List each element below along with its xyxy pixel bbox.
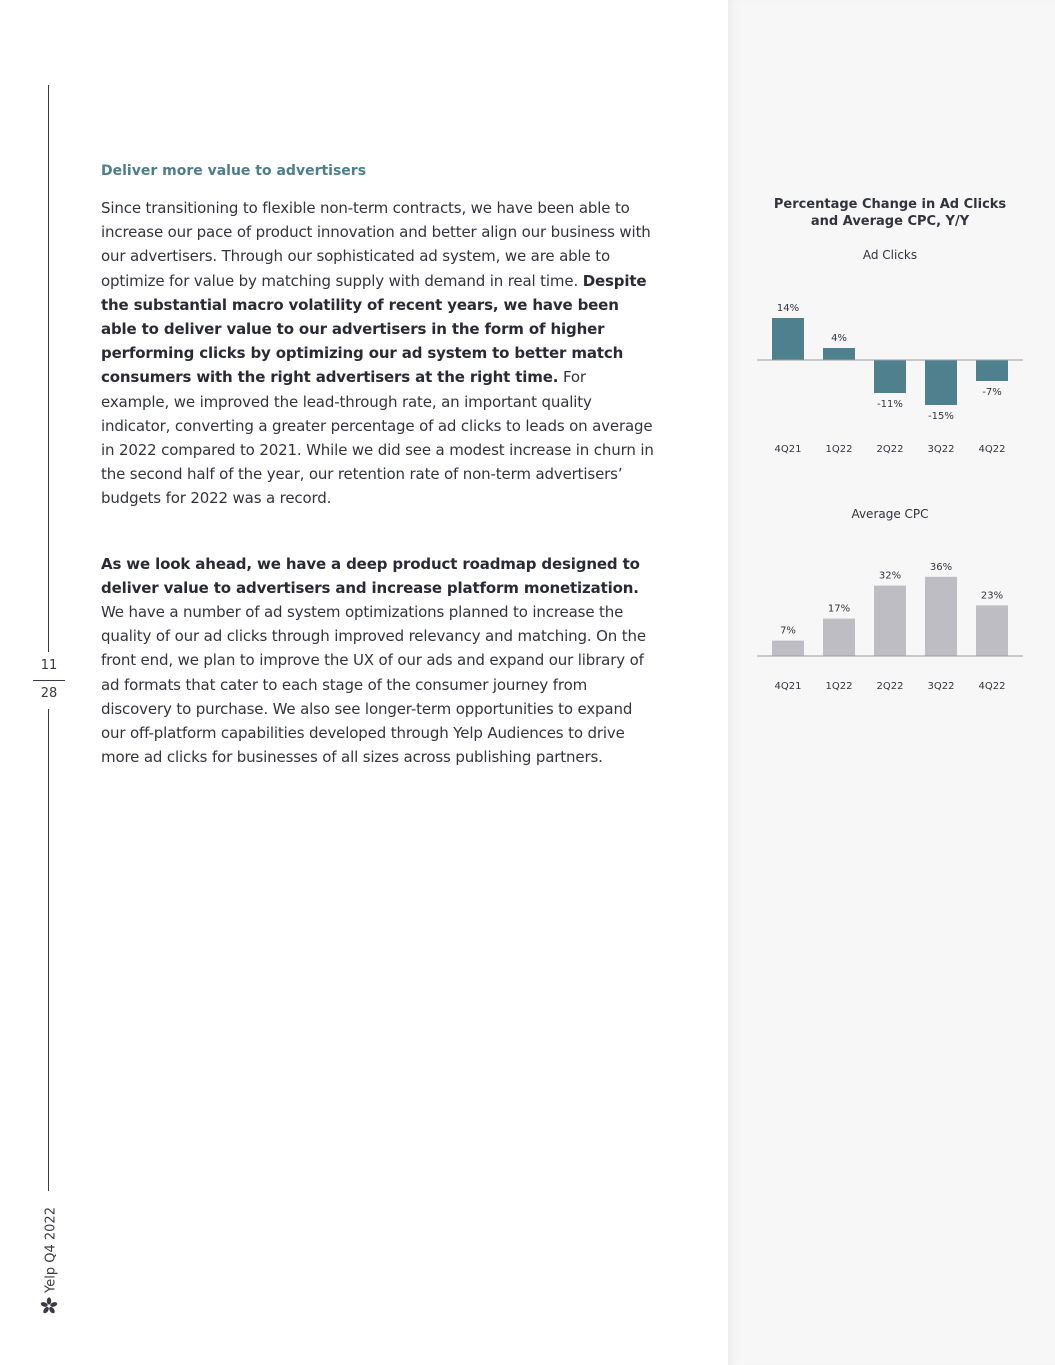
paragraph-emphasis: Despite the substantial macro volatility of recent years, we have been able to deliver value to our advertisers in the form of higher performing clicks by optimizing our ad system to better match consumers with the right advertisers at the right time. <box>101 271 647 387</box>
cpc-category-label: 1Q22 <box>825 681 853 692</box>
page-number-total: 28 <box>40 686 58 701</box>
ad-clicks-bar-4Q22 <box>976 360 1008 381</box>
ad-clicks-value-label: 4% <box>831 333 847 344</box>
article-body <box>101 161 657 769</box>
paragraph-emphasis: As we look ahead, we have a deep product roadmap designed to deliver value to advertisers and increase platform monetization. <box>101 554 640 597</box>
cpc-category-label: 2Q22 <box>876 681 904 692</box>
ad-clicks-category-label: 3Q22 <box>927 444 955 455</box>
ad-clicks-category-label: 4Q21 <box>774 444 802 455</box>
cpc-category-label: 3Q22 <box>927 681 955 692</box>
cpc-bar-2Q22 <box>874 586 906 656</box>
report-brand-label: Yelp Q4 2022 <box>43 1207 59 1293</box>
cpc-value-label: 36% <box>929 561 953 573</box>
ad-clicks-category-label: 4Q22 <box>978 444 1006 455</box>
page-number-current: 11 <box>40 658 58 673</box>
cpc-value-label: 7% <box>780 625 796 637</box>
cpc-bar-4Q21 <box>772 641 804 656</box>
charts-title: Percentage Change in Ad Clicks and Average CPC, Y/Y <box>773 197 1007 229</box>
ad-clicks-bar-4Q21 <box>772 318 804 360</box>
cpc-bar-4Q22 <box>976 605 1008 656</box>
cpc-value-label: 17% <box>827 603 851 615</box>
ad-clicks-bar-2Q22 <box>874 360 906 393</box>
paragraph-text: Since transitioning to flexible non-term contracts, we have been able to increase our pace of product innovation and better align our business with our advertisers. Through our sophisticated ad system, we are able to optimize for value by matching supply with demand in real time. <box>101 199 651 290</box>
average-cpc-bar-chart <box>757 550 1029 696</box>
average-cpc-chart-title: Average CPC <box>851 507 929 521</box>
ad-clicks-bar-3Q22 <box>925 360 957 405</box>
paragraph-text: For example, we improved the lead-through rate, an important quality indicator, converting a greater percentage of ad clicks to leads on average in 2022 compared to 2021. While we did see a modest increase in churn in the second half of the year, our retention rate of non-term advertisers’ budgets for 2022 was a record. <box>101 368 654 508</box>
ad-clicks-bar-chart <box>757 290 1029 460</box>
ad-clicks-bar-1Q22 <box>823 348 855 360</box>
margin-rule-top <box>48 85 49 652</box>
margin-rule-bottom <box>48 709 49 1191</box>
yelp-burst-icon <box>40 1297 58 1315</box>
ad-clicks-category-label: 2Q22 <box>876 444 904 455</box>
cpc-value-label: 23% <box>980 590 1004 602</box>
page-number-divider <box>33 680 65 681</box>
cpc-bar-1Q22 <box>823 619 855 656</box>
cpc-category-label: 4Q21 <box>774 681 802 692</box>
section-heading: Deliver more value to advertisers <box>101 163 367 179</box>
paragraph-roadmap <box>101 552 657 770</box>
paragraph-text: We have a number of ad system optimizations planned to increase the quality of our ad clicks through improved relevancy and matching. On the front end, we plan to improve the UX of our ads and expand our library of ad formats that cater to each stage of the consumer journey from discovery to purchase. We also see longer-term opportunities to expand our off-platform capabilities developed through Yelp Audiences to drive more ad clicks for businesses of all sizes across publishing partners. <box>101 603 646 767</box>
cpc-value-label: 32% <box>878 570 902 582</box>
ad-clicks-value-label: 14% <box>776 303 800 314</box>
ad-clicks-value-label: -11% <box>877 399 903 410</box>
ad-clicks-value-label: -7% <box>982 387 1002 398</box>
ad-clicks-category-label: 1Q22 <box>825 444 853 455</box>
cpc-bar-3Q22 <box>925 577 957 656</box>
paragraph-flexible-contracts <box>101 196 657 511</box>
ad-clicks-chart-title: Ad Clicks <box>862 248 918 262</box>
cpc-category-label: 4Q22 <box>978 681 1006 692</box>
ad-clicks-value-label: -15% <box>928 411 954 422</box>
